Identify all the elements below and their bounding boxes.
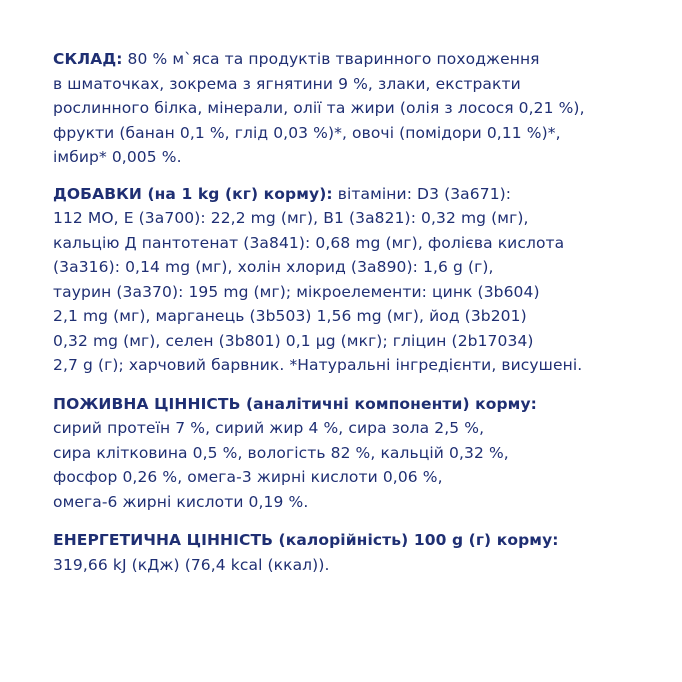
additives-line: 2,1 mg (мг), марганець (3b503) 1,56 mg (мг), йод (3b201) xyxy=(53,307,527,325)
additives-line: таурин (3a370): 195 mg (мг); мікроелементи: цинк (3b604) xyxy=(53,282,540,301)
energy-heading: ЕНЕРГЕТИЧНА ЦІННІСТЬ (калорійність) 100 g (г) корму: xyxy=(53,531,559,549)
additives-line: 2,7 g (г); харчовий барвник. *Натуральні інгредієнти, висушені. xyxy=(53,356,583,374)
composition-line: фрукти (банан 0,1 %, глід 0,03 %)*, овочі (помідори 0,11 %)*, xyxy=(53,123,561,142)
composition-heading: СКЛАД: xyxy=(53,50,123,68)
additives-line: 0,32 mg (мг), селен (3b801) 0,1 µg (мкг); гліцин (2b17034) xyxy=(53,331,534,350)
nutrition-line: фосфор 0,26 %, омега-3 жирні кислоти 0,06 %, xyxy=(53,468,443,486)
composition-line: в шматочках, зокрема з ягнятини 9 %, злаки, екстракти xyxy=(53,74,521,93)
nutrition-heading: ПОЖИВНА ЦІННІСТЬ (аналітичні компоненти) корму: xyxy=(53,394,537,413)
nutrition-line: омега-6 жирні кислоти 0,19 %. xyxy=(53,492,309,511)
composition-text: 80 % м`яса та продуктів тваринного походження xyxy=(122,50,540,68)
label-text-block xyxy=(53,47,653,577)
composition-line: рослинного білка, мінерали, олії та жири (олія з лосося 0,21 %), xyxy=(53,99,585,117)
additives-line: (3a316): 0,14 mg (мг), холін хлорид (3a890): 1,6 g (г), xyxy=(53,258,494,276)
additives-text: вітаміни: D3 (3a671): xyxy=(332,184,512,203)
nutrition-section xyxy=(53,392,653,515)
additives-section xyxy=(53,182,653,378)
additives-first-line xyxy=(53,182,653,207)
composition-first-line xyxy=(53,47,653,72)
nutrition-line: сира клітковина 0,5 %, вологість 82 %, кальцій 0,32 %, xyxy=(53,443,509,462)
energy-line: 319,66 kJ (кДж) (76,4 kcal (ккал)). xyxy=(53,555,330,574)
additives-heading: ДОБАВКИ (на 1 kg (кг) корму): xyxy=(53,184,333,203)
energy-section xyxy=(53,528,653,577)
composition-line: імбир* 0,005 %. xyxy=(53,148,182,166)
additives-line: кальцію Д пантотенат (3a841): 0,68 mg (мг), фолієва кислота xyxy=(53,233,565,252)
nutrition-line: сирий протеїн 7 %, сирий жир 4 %, сира зола 2,5 %, xyxy=(53,419,485,437)
additives-line: 112 МО, E (3a700): 22,2 mg (мг), B1 (3a821): 0,32 mg (мг), xyxy=(53,209,529,227)
composition-section xyxy=(53,47,653,170)
